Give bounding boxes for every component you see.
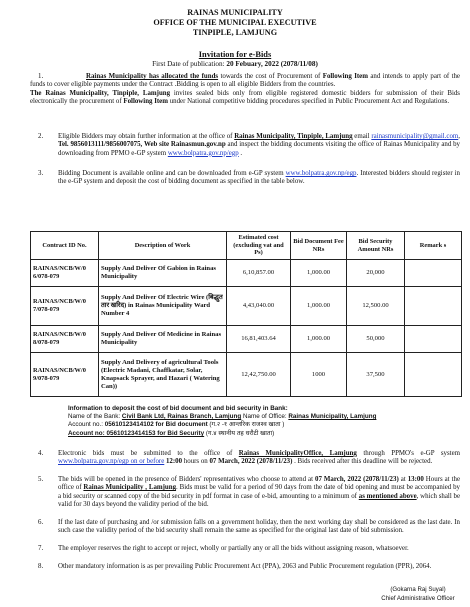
item-5-bold-2: 13:00 (407, 476, 424, 483)
col-header-estimated-cost: Estimated cost (excluding vat and Ps) (227, 232, 291, 260)
item-4-text-4: . Bids received after this deadline will be rejected. (292, 458, 433, 466)
item-1-bold-4: Following Item (123, 98, 168, 106)
bank-name-label: Name of the Bank: (68, 413, 122, 420)
item-4-text-2: through PPMO's e-GP system (356, 450, 460, 457)
account-2-nepali: (ग.४ स्थानीय तह धरौटी खाता) (204, 430, 275, 437)
bid-security-cell: 50,000 (347, 326, 405, 353)
remark-cell (405, 287, 462, 326)
doc-fee-cell: 1000 (291, 353, 347, 397)
contract-id-cell: RAINAS/NCB/W/0 7/078-079 (31, 287, 99, 326)
item-2-text-1: Eligible Bidders may obtain further information at the office of (58, 133, 235, 140)
item-1-number: 1. (38, 73, 44, 80)
item-8-number: 8. (38, 563, 44, 570)
item-4-text-3: hours on (182, 458, 210, 466)
description-cell: Supply And Deliver Of Medicine in Rainas Municipality (99, 326, 227, 353)
bid-security-cell: 37,500 (347, 353, 405, 397)
item-5-bold-3: Rainas Municipality , Lamjung (83, 484, 177, 492)
item-1-bold-3: The Rainas Municipality, Tinpiple, Lamjung (30, 89, 171, 97)
item-2-text-4: and inspect the bidding documents visiting the office of Rainas Municipality and by downloading from PPMO e-GP system (58, 141, 461, 157)
item-1-bold-1: Rainas Municipality has allocated the funds (86, 73, 219, 80)
bid-document-account-line (68, 421, 284, 429)
col-header-description: Description of Work (99, 232, 227, 260)
col-header-doc-fee: Bid Document Fee NRs (291, 232, 347, 260)
contract-id-cell: RAINAS/NCB/W/0 8/078-079 (31, 326, 99, 353)
bid-security-cell: 12,500.00 (347, 287, 405, 326)
publication-date (0, 60, 470, 68)
item-2-text-5: . (238, 149, 243, 157)
estimated-cost-cell: 12,42,750.00 (227, 353, 291, 397)
bank-info-heading: Information to deposit the cost of bid document and bid security in Bank: (68, 405, 288, 412)
item-1-paragraph (30, 73, 460, 107)
item-2-egp-link[interactable]: www.bolpatra.gov.np/egp (167, 149, 239, 157)
item-4-text-1: Electronic bids must be submitted to the office of (58, 450, 239, 457)
contract-id-cell: RAINAS/NCB/W/0 9/078-079 (31, 353, 99, 397)
bid-table (30, 231, 462, 397)
municipality-name: RAINAS MUNICIPALITY (187, 8, 283, 17)
item-2-text-2: email (352, 133, 372, 140)
signatory-name: (Gokarna Raj Suyal) (390, 586, 446, 593)
account-1-label: Account no.: (68, 421, 105, 428)
account-1-value: 05610123414102 for Bid document (104, 421, 208, 428)
col-header-bid-security: Bid Security Amount NRs (347, 232, 405, 260)
office-location: TINPIPLE, LAMJUNG (192, 28, 278, 37)
col-header-remarks: Remark s (405, 232, 462, 260)
item-5-text-3: Hours at the office of (58, 476, 461, 492)
item-7-number: 7. (38, 545, 44, 552)
item-4-number: 4. (38, 450, 44, 457)
remark-cell (405, 260, 462, 287)
table-header-row (31, 232, 462, 260)
item-5-text-4: . Bids must be valid for a period of 90 days from the date of bid opening and must be accompanied by a bid security or scanned copy of the bid security in pdf format in case of e-bid, amounting to a minimum of (58, 484, 460, 500)
notice-title: Invitation for e-Bids (198, 50, 272, 59)
estimated-cost-cell: 4,43,040.00 (227, 287, 291, 326)
item-3-text-2: . Interested bidders should register in the e-GP system and deposit the cost of bidding document as specified in the table below. (58, 170, 461, 186)
item-4-paragraph (58, 450, 460, 467)
item-7-paragraph: The employer reserves the right to accept or reject, wholly or partially any or all the bids without assigning reason, whatsoever. (58, 545, 409, 552)
item-1-text-2: and intends to apply part of the funds to cover eligible payments under the Contract .Bidding is open to all eligible Bidders from the countries. (30, 73, 460, 89)
publication-date-label: First Date of publication: (152, 60, 225, 68)
account-2-value: 05610123414153 for Bid Security (106, 430, 205, 437)
item-5-bold-4: as mentioned above (358, 492, 417, 500)
item-6-paragraph: If the last date of purchasing and /or submission falls on a government holiday, then the next working day shall be considered as the last date. In such case the validity period of the bid security shall remain the same as specified for the original last date of bid submission. (58, 519, 460, 535)
table-row (31, 326, 462, 353)
item-6-number: 6. (38, 519, 44, 526)
description-cell: Supply And Deliver Of Electric Wire (बिद्धुत तार खरिद) in Rainas Municipality Ward Number 4 (99, 287, 227, 326)
item-1-text-1: towards the cost of Procurement of (218, 73, 323, 80)
doc-fee-cell: 1,000.00 (291, 260, 347, 287)
item-5-bold-1: 07 March, 2022 (2078/11/23) (315, 476, 399, 483)
item-5-number: 5. (38, 476, 44, 483)
table-row (31, 353, 462, 397)
item-1-text-4: under National competitive bidding procedures specified in Public Procurement Act and Regulations. (167, 98, 450, 106)
account-2-label: Account no: (68, 430, 107, 437)
item-5-text-1: The bids will be opened in the presence of Bidders' representatives who choose to attend at (58, 476, 315, 483)
bank-name-value: Civil Bank Ltd, Rainas Branch, Lamjung (121, 413, 242, 420)
estimated-cost-cell: 6,10,857.00 (227, 260, 291, 287)
item-2-bold-1: Rainas Municipality, Tinpiple, Lamjung (234, 133, 353, 140)
remark-cell (405, 326, 462, 353)
office-name: OFFICE OF THE MUNICIPAL EXECUTIVE (153, 18, 317, 27)
bid-security-account-line (68, 430, 274, 438)
publication-date-value: 20 Febuary, 2022 (2078/11/08) (226, 60, 318, 68)
item-2-bold-2: Tel. 9856013111/9856007075, Web site Rainasmun.gov.np (58, 141, 226, 149)
item-4-bold-2: 12:00 (164, 458, 183, 466)
item-2-number: 2. (38, 133, 44, 140)
item-2-paragraph (58, 133, 460, 158)
item-3-egp-link[interactable]: www.bolpatra.gov.np/egp (285, 170, 357, 177)
item-3-number: 3. (38, 170, 44, 177)
col-header-contract-id: Contract ID No. (31, 232, 99, 260)
item-5-text-2: at (398, 476, 408, 483)
item-2-email-link[interactable]: rainasmunicipality@gmail.com (371, 133, 459, 140)
item-3-text-1: Bidding Document is available online and can be downloaded from e-GP system (58, 170, 286, 177)
bank-name-line (68, 413, 376, 421)
office-name-value: Rainas Municipality, Lamjung (288, 413, 377, 420)
item-4-bold-1: Rainas MunicipalityOffice, Lamjung (238, 450, 357, 457)
item-4-bold-3: 07 March, 2022 (2078/11/23) (209, 458, 293, 466)
item-8-paragraph: Other mandatory information is as per prevailing Public Procurement Act (PPA), 2063 and Public Procurement regulation (PPR), 2064. (58, 563, 432, 570)
item-5-text-5: , which shall be valid for 30 days beyond the validity period of the bid. (58, 492, 461, 509)
remark-cell (405, 353, 462, 397)
doc-fee-cell: 1,000.00 (291, 287, 347, 326)
item-2-text-3: , (458, 133, 460, 140)
account-1-nepali: (ग.२ -१ आन्तरिक राजश्व खाता ) (207, 421, 285, 428)
description-cell: Supply And Delivery of agricultural Tools (Electric Madani, Chaffkatar, Solar, Knapsack Sprayer, and Hazari ( Watering Can)) (99, 353, 227, 397)
table-row (31, 287, 462, 326)
item-3-paragraph (58, 170, 460, 187)
contract-id-cell: RAINAS/NCB/W/0 6/078-079 (31, 260, 99, 287)
bid-security-cell: 20,000 (347, 260, 405, 287)
signatory-designation: Chief Administrative Officer (381, 595, 455, 602)
item-4-egp-link[interactable]: www.bolpatra.gov.np/egp on or before (58, 458, 165, 466)
doc-fee-cell: 1,000.00 (291, 326, 347, 353)
item-5-paragraph (58, 476, 460, 510)
office-name-label: Name of Office: (241, 413, 289, 420)
description-cell: Supply And Deliver Of Gabion in Rainas Municipality (99, 260, 227, 287)
estimated-cost-cell: 16,81,403.64 (227, 326, 291, 353)
item-1-text-3: invites sealed bids only from eligible registered domestic bidders for submission of their Bids electronically the procurement of (30, 89, 460, 106)
table-row (31, 260, 462, 287)
item-1-bold-2: Following Item (322, 73, 368, 80)
